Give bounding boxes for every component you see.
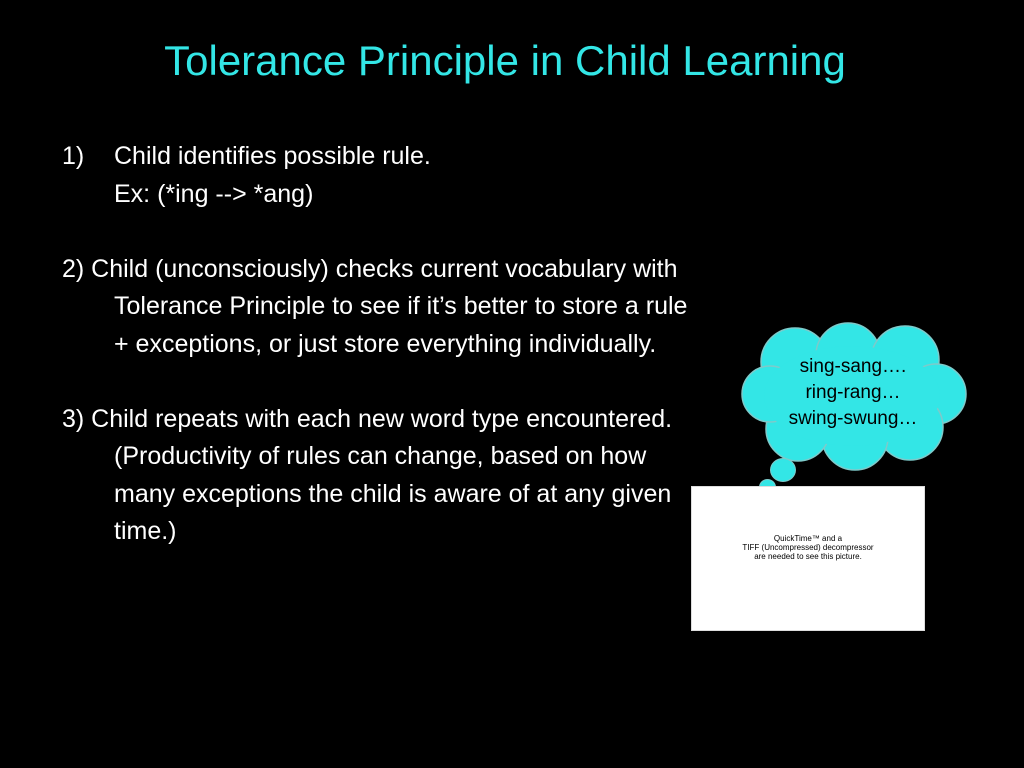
cloud-text <box>758 354 948 432</box>
image-placeholder <box>691 486 925 631</box>
slide-body <box>62 138 702 551</box>
cloud-line-3: swing-swung… <box>788 408 918 429</box>
point-1-text: Child identifies possible rule. <box>114 142 431 170</box>
placeholder-text: QuickTime™ and a TIFF (Uncompressed) decompressor are needed to see this picture. <box>742 534 874 561</box>
thought-cloud <box>740 322 970 472</box>
cloud-line-1: sing-sang…. <box>799 356 907 377</box>
slide-title: Tolerance Principle in Child Learning <box>164 37 846 84</box>
point-3: 3) Child repeats with each new word type encountered. (Productivity of rules can change, based on how many exceptions the child is aware of at any given time.) <box>62 404 673 545</box>
point-1-example: Ex: (*ing --> *ang) <box>114 179 314 208</box>
point-1-number: 1) <box>62 142 85 170</box>
point-2: 2) Child (unconsciously) checks current vocabulary with Tolerance Principle to see if it’s better to store a rule + exceptions, or just store everything individually. <box>62 254 688 358</box>
thought-bubble-large <box>770 458 796 482</box>
point-1 <box>62 138 702 213</box>
cloud-line-2: ring-rang… <box>805 382 901 403</box>
